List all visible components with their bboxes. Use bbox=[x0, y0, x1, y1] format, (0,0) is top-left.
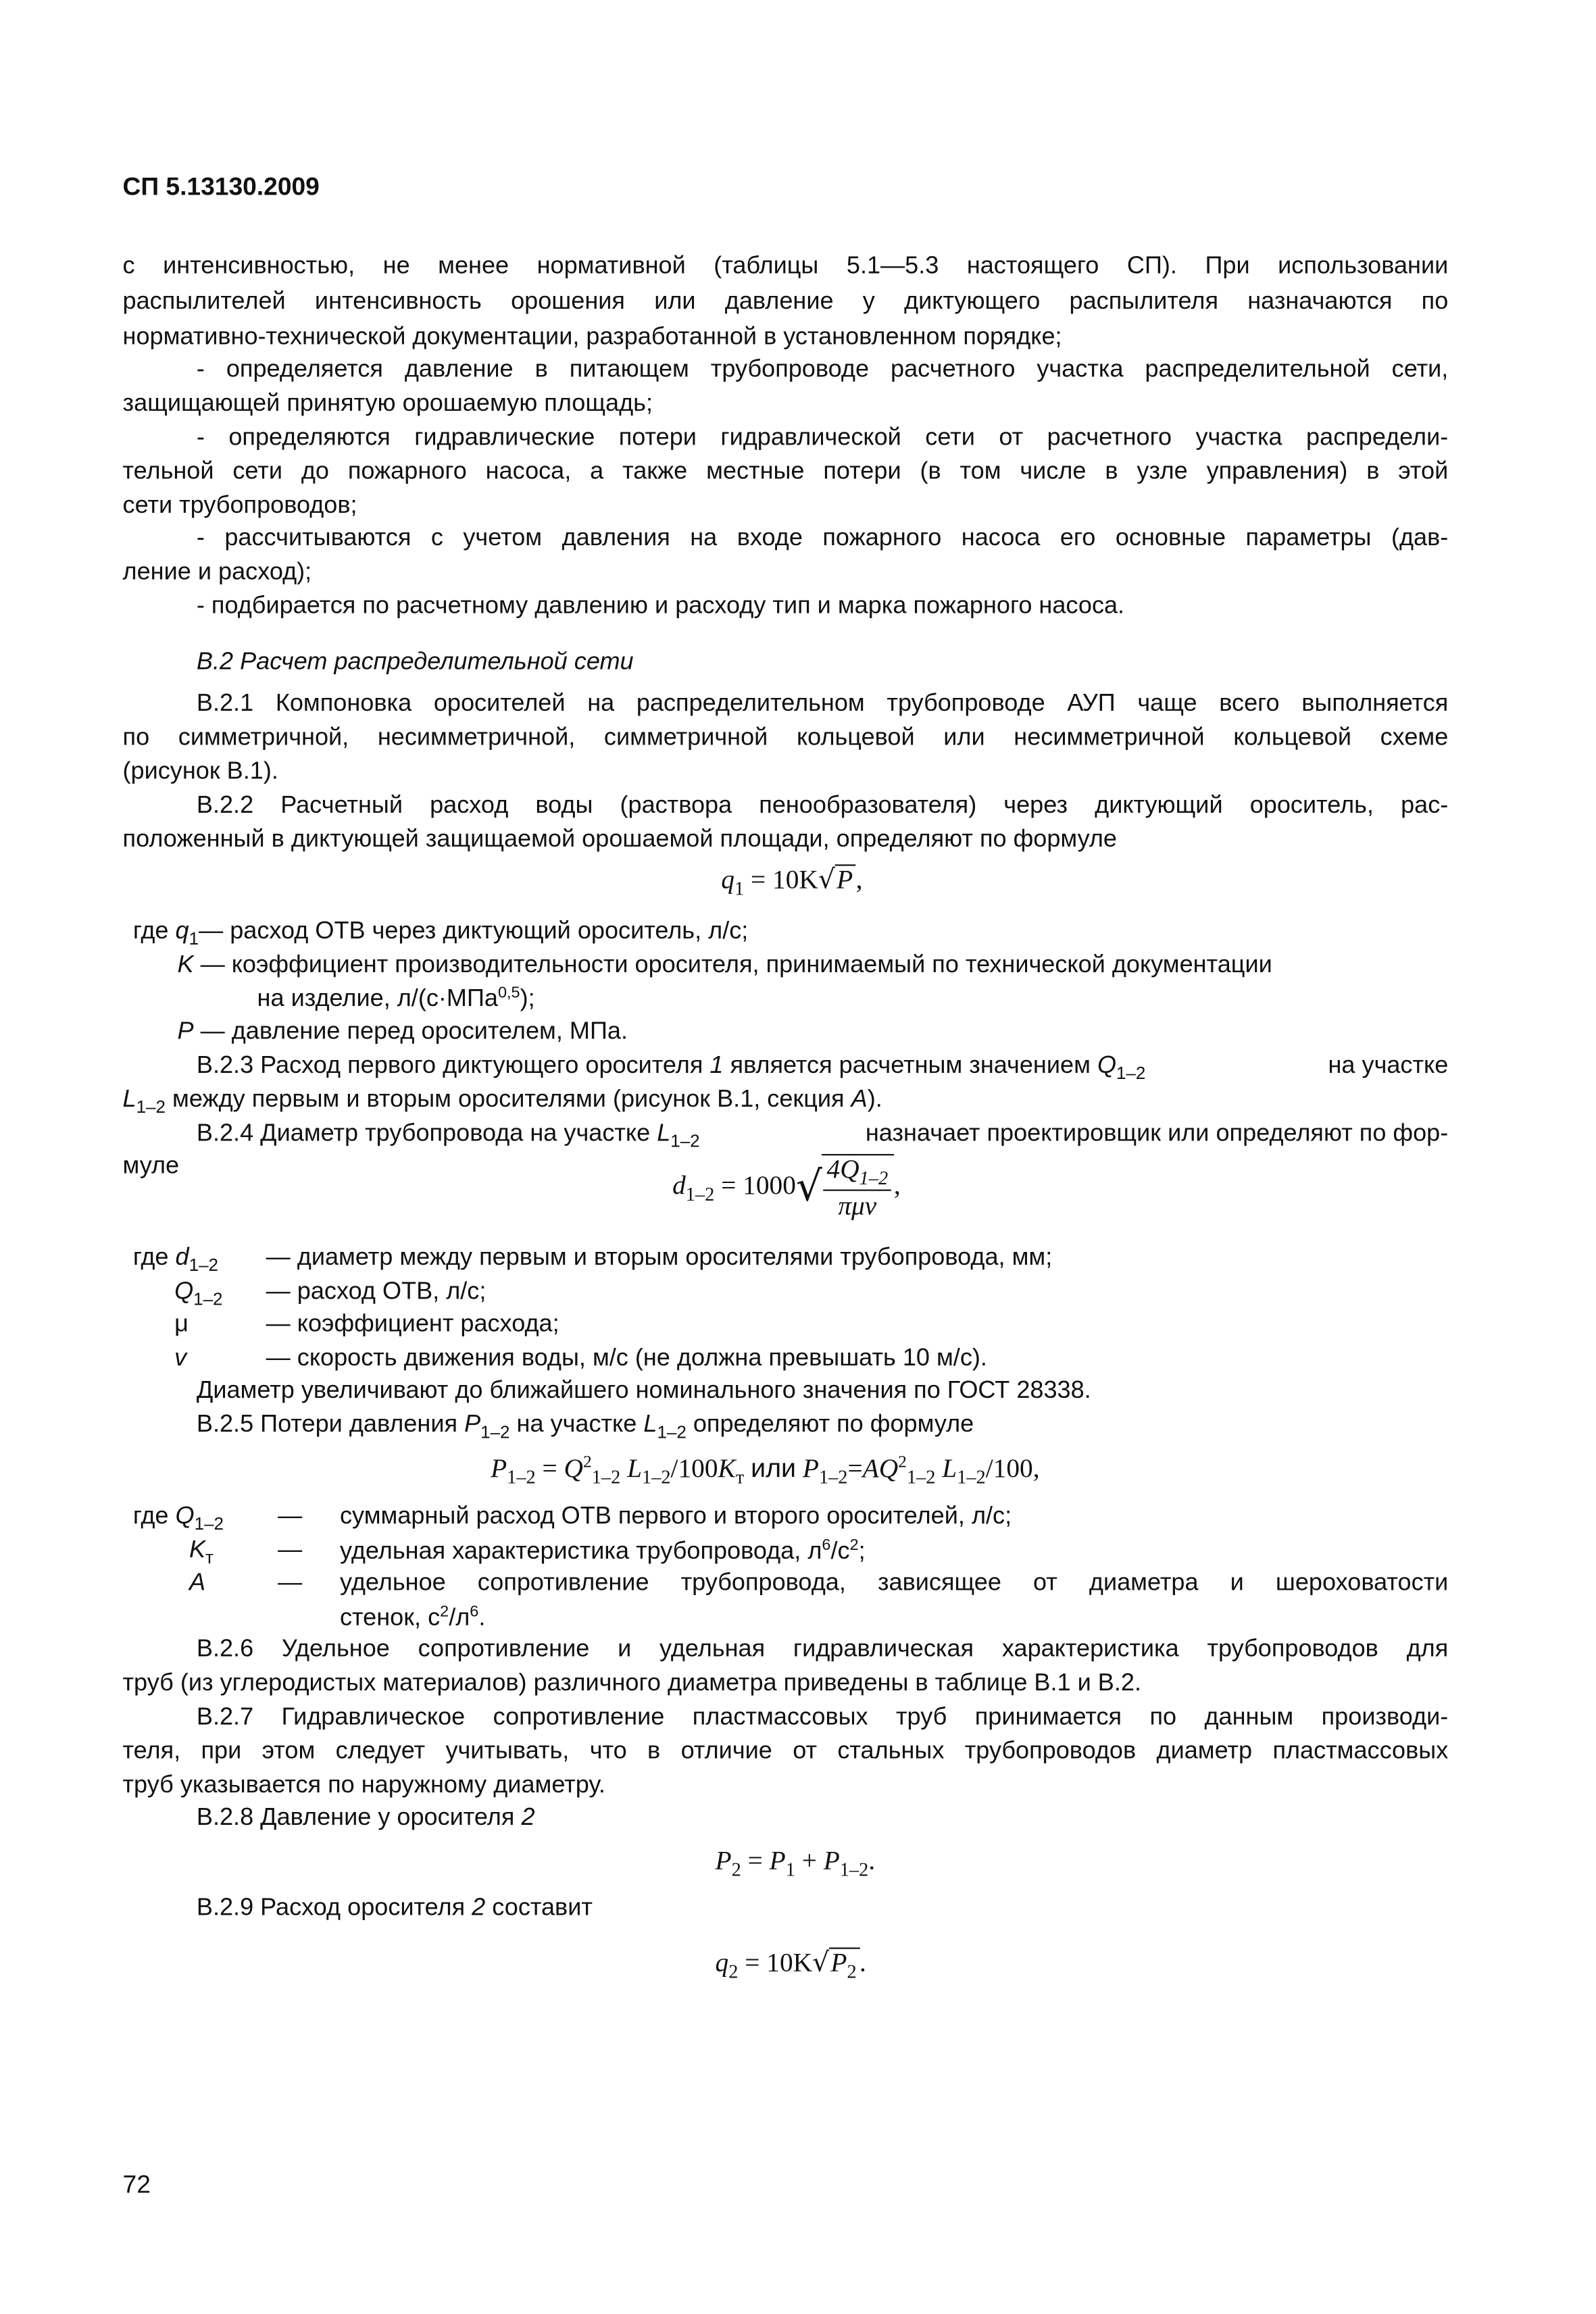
text-line: нормативно-технической документации, разработанной в установленном порядке; bbox=[122, 323, 1062, 351]
radical-sign: √ bbox=[795, 1161, 822, 1211]
text-line: тельной сети до пожарного насоса, а также местные потери (в том числе в узле управления) в этой bbox=[122, 457, 1449, 485]
legend-d-text: — диаметр между первым и вторым оросителями трубопровода, мм; bbox=[266, 1244, 1053, 1271]
legend-d-row: где $d_{1-2}$ bbox=[132, 1244, 218, 1276]
legend-v-symbol: v bbox=[174, 1344, 187, 1372]
document-header: СП 5.13130.2009 bbox=[122, 172, 320, 201]
legend-a-text: удельное сопротивление трубопровода, зависящее от диаметра и шероховатости bbox=[340, 1569, 1449, 1596]
legend-v-text: — скорость движения воды, м/с (не должна превышать 10 м/с). bbox=[266, 1344, 987, 1372]
paragraph-line: положенный в диктующей защищаемой орошаемой площади, определяют по формуле bbox=[122, 826, 1118, 853]
text-line: распылителей интенсивность орошения или давление у диктующего распылителя назначаются по bbox=[122, 288, 1449, 315]
legend-dash: — bbox=[278, 1569, 303, 1596]
paragraph-line: В.2.4 Диаметр трубопровода на участке $L_{1-2}$ назначает проектировщик или определяют по фор- bbox=[196, 1120, 1449, 1152]
legend-a-symbol: А bbox=[189, 1569, 206, 1596]
radical-sign: √ bbox=[818, 864, 835, 896]
paragraph-line: В.2.5 Потери давления $P_{1-2}$ на участке $L_{1-2}$ определяют по формуле bbox=[196, 1411, 974, 1442]
legend-p-row: P — давление перед оросителем, МПа. bbox=[177, 1017, 628, 1045]
text-line: сети трубопроводов; bbox=[122, 492, 357, 519]
list-item: - рассчитываются с учетом давления на входе пожарного насоса его основные параметры (дав- bbox=[196, 524, 1449, 551]
paragraph-line: теля, при этом следует учитывать, что в отличие от стальных трубопроводов диаметр пластмассовых bbox=[122, 1737, 1449, 1765]
legend-dash: — bbox=[278, 1536, 303, 1563]
formula-q1: $q_1 = 10K√$ P , bbox=[721, 864, 863, 899]
page-number: 72 bbox=[122, 2170, 151, 2199]
paragraph-line: по симметричной, несимметричной, симметричной кольцевой или несимметричной кольцевой схеме bbox=[122, 724, 1449, 751]
text-line: ление и расход); bbox=[122, 558, 312, 586]
paragraph-line: В.2.9 Расход оросителя 2 составит bbox=[196, 1894, 593, 1921]
legend-mu-symbol: μ bbox=[174, 1310, 189, 1338]
radical-sign: √ bbox=[812, 1947, 830, 1979]
legend-mu-text: — коэффициент расхода; bbox=[266, 1310, 559, 1338]
paragraph-line: В.2.2 Расчетный расход воды (раствора пенообразователя) через диктующий ороситель, рас- bbox=[196, 792, 1449, 819]
legend-k-row: K — коэффициент производительности оросителя, принимаемый по технической документации bbox=[177, 951, 1272, 978]
paragraph-line: (рисунок В.1). bbox=[122, 757, 278, 785]
paragraph-line: В.2.8 Давление у оросителя 2 bbox=[196, 1804, 535, 1831]
paragraph-line: муле bbox=[122, 1152, 180, 1180]
legend-dash: — bbox=[278, 1503, 303, 1530]
legend-a-text-cont: стенок, $с^2/л^6$. bbox=[340, 1603, 486, 1632]
legend-q1-row: где $q_1—$ расход ОТВ через диктующий ороситель, л/с; bbox=[132, 917, 749, 949]
legend-kt-text: удельная характеристика трубопровода, $л^6/с^2$; bbox=[340, 1536, 866, 1565]
paragraph-line: труб (из углеродистых материалов) различного диаметра приведены в таблице В.1 и В.2. bbox=[122, 1669, 1142, 1696]
paragraph-line: В.2.3 Расход первого диктующего оросителя 1 является расчетным значением $Q_{1-2}$ на участке bbox=[196, 1052, 1449, 1084]
legend-q12-text: суммарный расход ОТВ первого и второго оросителей, л/с; bbox=[340, 1503, 1012, 1530]
list-item: - определяются гидравлические потери гидравлической сети от расчетного участка распредели- bbox=[196, 424, 1449, 451]
text-line: защищающей принятую орошаемую площадь; bbox=[122, 390, 653, 417]
legend-kt-symbol: $K_т$ bbox=[189, 1536, 214, 1568]
formula-q2: $q_2 = 10K√$ $P_2$ . bbox=[715, 1947, 866, 1982]
paragraph-line: В.2.1 Компоновка оросителей на распределительном трубопроводе АУП чаще всего выполняется bbox=[196, 690, 1449, 717]
paragraph-line: $L_{1-2}$ между первым и вторым оросителями (рисунок В.1, секция А). bbox=[122, 1086, 882, 1117]
paragraph-line: труб указывается по наружному диаметру. bbox=[122, 1771, 605, 1799]
legend-q-text: — расход ОТВ, л/с; bbox=[266, 1278, 487, 1305]
list-item: - подбирается по расчетному давлению и расходу тип и марка пожарного насоса. bbox=[196, 593, 1125, 620]
paragraph-line: В.2.7 Гидравлическое сопротивление пластмассовых труб принимается по данным производи- bbox=[196, 1703, 1449, 1731]
section-title: В.2 Расчет распределительной сети bbox=[196, 649, 634, 676]
legend-q12-symbol: где $Q_{1-2}$ bbox=[132, 1503, 224, 1534]
formula-pressure-loss: $P_{1-2} = Q^2_{1-2}$ $L_{1-2}/100K_т$ или $P_{1-2}=AQ^2_{1-2}$ $L_{1-2}/100$, bbox=[491, 1452, 1040, 1488]
formula-diameter: $d_{1-2} = 1000√$ $\frac{4Q_{1-2}}{\text{πμv}}$ , bbox=[672, 1154, 901, 1220]
legend-k-row-cont: на изделие, л/(с·МПа$^{0,5}$); bbox=[257, 984, 535, 1012]
paragraph-line: Диаметр увеличивают до ближайшего номинального значения по ГОСТ 28338. bbox=[196, 1377, 1091, 1404]
list-item: - определяется давление в питающем трубопроводе расчетного участка распределительной сети, bbox=[196, 356, 1449, 383]
legend-q-symbol: $Q_{1-2}$ bbox=[174, 1278, 223, 1310]
paragraph-line: В.2.6 Удельное сопротивление и удельная гидравлическая характеристика трубопроводов для bbox=[196, 1636, 1449, 1663]
formula-p2: $P_2 = P_1 + P_{1-2}$. bbox=[715, 1845, 876, 1881]
text-line: с интенсивностью, не менее нормативной (таблицы 5.1—5.3 настоящего СП). При использовании bbox=[122, 252, 1449, 280]
